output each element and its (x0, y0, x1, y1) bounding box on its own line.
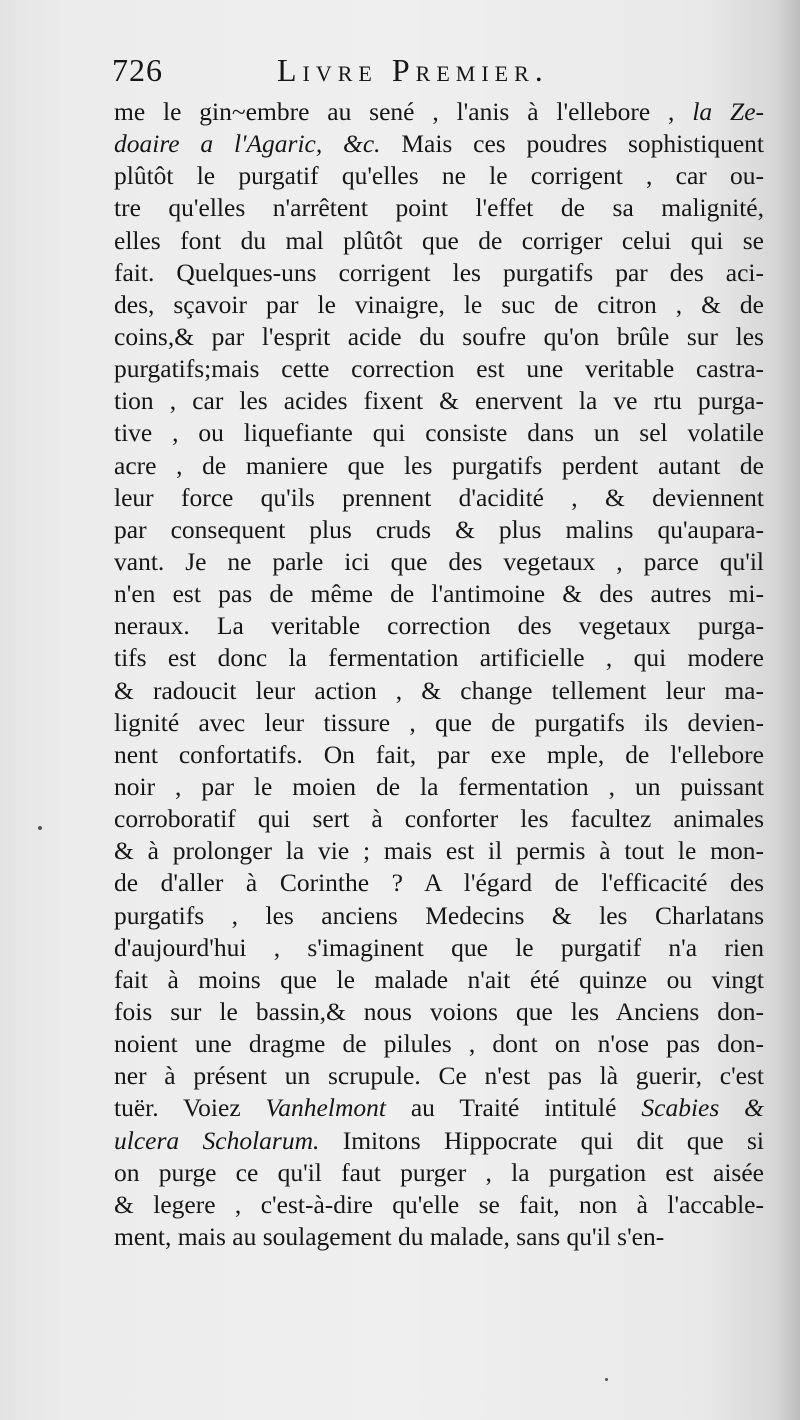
text-segment: Imitons Hippocrate qui dit que si (319, 1125, 765, 1155)
italic-text-segment: doaire a l'Agaric, &c. (114, 129, 381, 159)
body-text (114, 96, 764, 1253)
text-line (114, 578, 764, 610)
ink-speck (38, 826, 42, 830)
text-line (114, 514, 764, 546)
text-segment: fait. Quelques-uns corrigent les purgatifs par des aci- (114, 257, 764, 287)
text-segment: purgatifs;mais cette correction est une veritable castra- (114, 354, 764, 384)
text-line (114, 675, 764, 707)
text-segment: de d'aller à Corinthe ? A l'égard de l'efficacité des (114, 868, 764, 898)
text-line (114, 160, 764, 192)
text-line (114, 385, 764, 417)
text-line (114, 257, 764, 289)
text-line (114, 707, 764, 739)
text-segment: n'en est pas de même de l'antimoine & des autres mi- (114, 579, 764, 609)
text-line (114, 192, 764, 224)
text-segment: par consequent plus cruds & plus malins qu'aupara- (114, 514, 764, 544)
text-line (114, 739, 764, 771)
text-line (114, 321, 764, 353)
text-line (114, 450, 764, 482)
text-segment: leur force qu'ils prennent d'acidité , & deviennent (114, 482, 764, 512)
text-segment: des, sçavoir par le vinaigre, le suc de citron , & de (114, 289, 764, 319)
text-segment: nent confortatifs. On fait, par exe mple, de l'ellebore (114, 739, 764, 769)
text-line (114, 289, 764, 321)
text-line (114, 642, 764, 674)
text-line (114, 1189, 764, 1221)
text-line (114, 546, 764, 578)
text-segment: noient une dragme de pilules , dont on n'ose pas don- (114, 1029, 764, 1059)
text-line (114, 482, 764, 514)
text-segment: & radoucit leur action , & change tellement leur ma- (114, 675, 764, 705)
text-segment: tre qu'elles n'arrêtent point l'effet de sa malignité, (114, 193, 764, 223)
text-segment: neraux. La veritable correction des vegetaux purga- (114, 611, 764, 641)
text-line (114, 610, 764, 642)
italic-text-segment: Vanhelmont (265, 1093, 386, 1123)
text-segment: on purge ce qu'il faut purger , la purgation est aisée (114, 1157, 764, 1187)
text-segment: ment, mais au soulagement du malade, sans qu'il s'en- (114, 1221, 665, 1251)
text-segment: d'aujourd'hui , s'imaginent que le purgatif n'a rien (114, 932, 764, 962)
text-segment: tive , ou liquefiante qui consiste dans un sel volatile (114, 418, 764, 448)
text-segment: elles font du mal plûtôt que de corriger celui qui se (114, 225, 764, 255)
text-line (114, 1125, 764, 1157)
running-head: Livre Premier. (277, 52, 549, 88)
text-line (114, 771, 764, 803)
text-segment: corroboratif qui sert à conforter les facultez animales (114, 804, 764, 834)
text-segment: tuër. Voiez (114, 1093, 266, 1123)
text-segment: fait à moins que le malade n'ait été quinze ou vingt (114, 964, 764, 994)
text-segment: ner à présent un scrupule. Ce n'est pas là guerir, c'est (114, 1061, 764, 1091)
text-segment: au Traité intitulé (385, 1093, 642, 1123)
italic-text-segment: Scabies & (641, 1093, 764, 1123)
text-line (114, 1221, 764, 1253)
text-segment: coins,& par l'esprit acide du soufre qu'on brûle sur les (114, 321, 764, 351)
text-segment: plûtôt le purgatif qu'elles ne le corrigent , car ou- (114, 161, 764, 191)
text-line (114, 964, 764, 996)
ink-speck (605, 1378, 608, 1381)
text-line (114, 225, 764, 257)
page-number: 726 (112, 52, 163, 88)
text-segment: vant. Je ne parle ici que des vegetaux , parce qu'il (114, 546, 764, 576)
text-line (114, 932, 764, 964)
text-segment: lignité avec leur tissure , que de purgatifs ils devien- (114, 707, 764, 737)
text-segment: Mais ces poudres sophistiquent (380, 129, 764, 159)
text-line (114, 1028, 764, 1060)
text-line (114, 128, 764, 160)
text-line (114, 803, 764, 835)
text-segment: ~ (231, 97, 246, 126)
text-segment: me le gin (114, 97, 232, 126)
text-segment: noir , par le moien de la fermentation , un puissant (114, 771, 764, 801)
text-line (114, 417, 764, 449)
text-line (114, 96, 764, 128)
text-segment: tifs est donc la fermentation artificielle , qui modere (114, 643, 764, 673)
italic-text-segment: ulcera Scholarum. (114, 1125, 320, 1155)
text-line (114, 353, 764, 385)
text-segment: acre , de maniere que les purgatifs perdent autant de (114, 450, 764, 480)
text-line (114, 867, 764, 899)
text-line (114, 1092, 764, 1124)
italic-text-segment: la Ze- (692, 97, 765, 126)
text-segment: purgatifs , les anciens Medecins & les Charlatans (114, 900, 764, 930)
text-segment: & à prolonger la vie ; mais est il permis à tout le mon- (114, 836, 764, 866)
text-line (114, 1157, 764, 1189)
text-segment: & legere , c'est-à-dire qu'elle se fait, non à l'accable- (114, 1189, 764, 1219)
text-segment: fois sur le bassin,& nous voions que les Anciens don- (114, 996, 764, 1026)
text-line (114, 900, 764, 932)
text-line (114, 996, 764, 1028)
text-line (114, 1060, 764, 1092)
text-segment: embre au sené , l'anis à l'ellebore , (245, 97, 693, 126)
page-header (112, 52, 762, 102)
text-line (114, 835, 764, 867)
text-segment: tion , car les acides fixent & enervent la ve rtu purga- (114, 386, 764, 416)
